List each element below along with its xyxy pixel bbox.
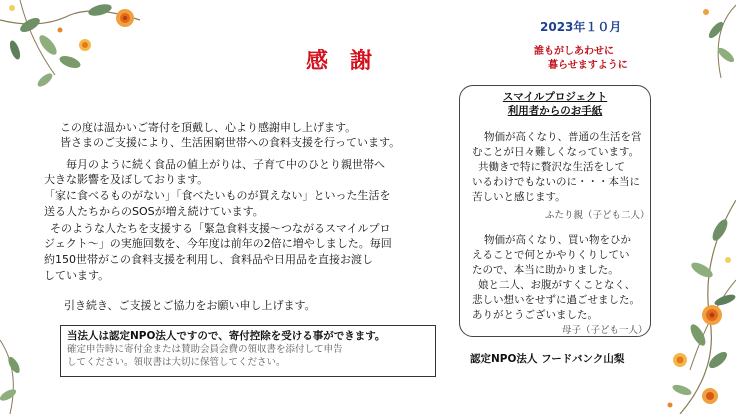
body-line: 約150世帯がこの食料支援を利用し、食料品や日用品を直接お渡し xyxy=(44,253,373,266)
letter2-signature: 母子（子ども一人） xyxy=(562,325,648,336)
body-line: 大きな影響を及ぼしております。 xyxy=(44,173,209,186)
page-title: 感謝 xyxy=(306,49,395,74)
letter2-line: えることで何とかやりくりしてい xyxy=(472,249,630,261)
letter2-line: 物価が高くなり、買い物をひか xyxy=(484,234,631,246)
letter2-line: ありがとうございました。 xyxy=(472,309,598,321)
slogan-line-2: 暮らせますように xyxy=(548,60,628,71)
slogan-line-1: 誰もがしあわせに xyxy=(534,46,614,57)
tax-deduction-notice xyxy=(60,325,436,377)
body-line: この度は温かいご寄付を頂戴し、心より感謝申し上げます。 xyxy=(60,121,357,134)
body-line: ジェクト～」の実施回数を、今年度は前年の2倍に増やしました。毎回 xyxy=(44,237,392,250)
body-line: そのような人たちを支援する「緊急食料支援～つながるスマイルプロ xyxy=(50,222,391,235)
letter1-line: 苦しいと感じます。 xyxy=(472,191,566,203)
floral-decoration-top-right xyxy=(676,0,736,80)
letters-heading-2: 利用者からのお手紙 xyxy=(507,105,603,117)
body-line: 送る人たちからのSOSが増え続けています。 xyxy=(44,205,264,218)
body-line: しています。 xyxy=(44,269,110,282)
body-line: 「家に食べるものがない」「食べたいものが買えない」といった生活を xyxy=(44,189,391,202)
letter1-line: 物価が高くなり、普通の生活を営 xyxy=(484,131,642,143)
notice-line: してください。領収書は大切に保管してください。 xyxy=(67,357,286,368)
body-line: 毎月のように続く食品の値上がりは、子育て中のひとり親世帯へ xyxy=(66,158,385,171)
letter2-line: 娘と二人、お腹がすくことなく、 xyxy=(478,279,636,291)
letter2-line: たので、本当に助かりました。 xyxy=(472,264,619,276)
floral-decoration-bottom-left xyxy=(0,330,40,414)
letter1-signature: ふたり親（子ども二人） xyxy=(545,210,650,221)
letter1-line: むことが日々難しくなっています。 xyxy=(472,146,640,158)
letters-heading-1: スマイルプロジェクト xyxy=(502,91,608,103)
body-line: 皆さまのご支援により、生活困窮世帯への食料支援を行っています。 xyxy=(60,136,401,149)
organization-name: 認定NPO法人 フードバンク山梨 xyxy=(470,353,625,365)
issue-date: 2023年１０月 xyxy=(540,20,622,34)
body-line: 引き続き、ご支援とご協力をお願い申し上げます。 xyxy=(64,299,316,312)
floral-decoration-top-left xyxy=(0,0,150,90)
letter2-line: 悲しい想いをせずに過ごせました。 xyxy=(472,294,640,306)
notice-line: 確定申告時に寄付金または賛助会員会費の領収書を添付して申告 xyxy=(67,344,343,355)
letter1-line: いるわけでもないのに・・・本当に xyxy=(472,176,640,188)
letter1-line: 共働きで特に贅沢な生活をして xyxy=(478,161,625,173)
notice-heading: 当法人は認定NPO法人ですので、寄付控除を受ける事ができます。 xyxy=(67,330,386,342)
floral-decoration-bottom-right xyxy=(640,200,736,414)
